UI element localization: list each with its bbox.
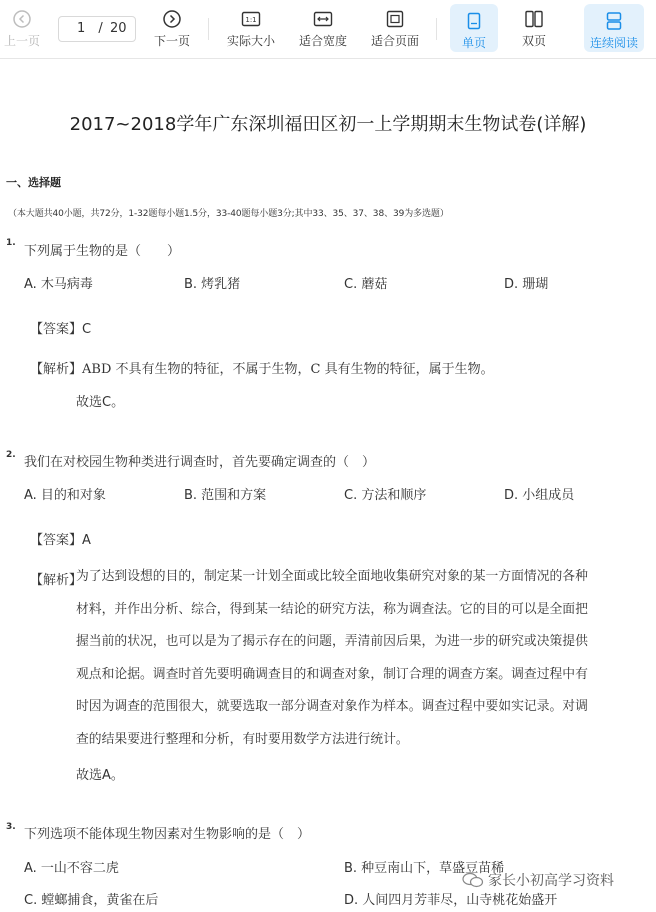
option-a: A. 木马病毒 (24, 277, 93, 292)
conclusion: 故选A。 (76, 768, 124, 783)
double-page-icon (523, 9, 545, 29)
section-note: （本大题共40小题，共72分，1-32题每小题1.5分，33-40题每小题3分;其中33、35、37、38、39为多选题） (8, 209, 449, 219)
conclusion: 故选C。 (76, 395, 125, 410)
double-page-button[interactable] (512, 2, 556, 52)
fit-width-label: 适合宽度 (298, 34, 347, 48)
fit-width-button[interactable] (296, 2, 350, 52)
fit-page-icon (384, 9, 406, 29)
analysis-text: ABD 不具有生物的特征，不属于生物，C 具有生物的特征，属于生物。 (82, 362, 494, 377)
single-page-label: 单页 (461, 36, 486, 50)
single-page-icon (463, 11, 485, 31)
analysis-label: 【解析】 (30, 362, 83, 377)
question-text: 下列属于生物的是（ ） (24, 244, 181, 259)
answer-value: C (82, 322, 92, 337)
question-text: 下列选项不能体现生物因素对生物影响的是（ ） (24, 827, 311, 842)
analysis-line: 握当前的状况，也可以是为了揭示存在的问题，弄清前因后果，为进一步的研究或决策提供 (76, 634, 588, 650)
fit-page-label: 适合页面 (370, 34, 419, 48)
question-text: 我们在对校园生物种类进行调查时，首先要确定调查的（ ） (24, 455, 376, 470)
actual-size-label: 实际大小 (226, 34, 275, 48)
page-separator: / (98, 21, 103, 36)
next-page-button[interactable] (150, 2, 194, 52)
analysis-line: 为了达到设想的目的，制定某一计划全面或比较全面地收集研究对象的某一方面情况的各种 (76, 569, 588, 584)
analysis-line: 材料，并作出分析、综合，得到某一结论的研究方法，称为调查法。它的目的可以是全面把 (76, 601, 588, 617)
actual-size-button[interactable] (224, 2, 278, 52)
analysis-line: 时因为调查的范围很大，就要选取一部分调查对象作为样本。调查过程中要如实记录。对调 (76, 699, 588, 715)
chevron-right-circle-icon (161, 9, 183, 29)
option-a: A. 一山不容二虎 (24, 861, 119, 876)
question-number: 1. (6, 238, 16, 248)
fit-width-icon (312, 9, 334, 29)
toolbar-divider (436, 18, 437, 40)
actual-size-glyph: 1:1 (245, 16, 257, 24)
option-a: A. 目的和对象 (24, 488, 106, 503)
toolbar-divider (208, 18, 209, 40)
analysis-paragraph (76, 561, 650, 757)
page-number-box[interactable] (58, 16, 136, 42)
option-d: D. 人间四月芳菲尽，山寺桃花始盛开 (344, 893, 558, 908)
option-b: B. 烤乳猪 (184, 277, 241, 292)
answer-value: A (82, 533, 91, 548)
answer (30, 529, 91, 548)
watermark-text: 家长小初高学习资料 (488, 873, 614, 889)
option-c: C. 螳螂捕食，黄雀在后 (24, 893, 159, 908)
prev-page-label: 上一页 (3, 34, 40, 48)
fit-page-button[interactable] (368, 2, 422, 52)
question-number: 3. (6, 822, 16, 832)
analysis-line: 查的结果要进行整理和分析，有时要用数学方法进行统计。 (76, 731, 409, 747)
analysis-line: 观点和论据。调查时首先要明确调查目的和调查对象，制订合理的调查方案。调查过程中有 (76, 666, 588, 682)
current-page-input[interactable]: 1 (77, 21, 86, 36)
double-page-label: 双页 (521, 34, 546, 48)
viewer-toolbar (0, 0, 656, 59)
option-b: B. 种豆南山下，草盛豆苗稀 (344, 861, 505, 876)
continuous-reading-icon (603, 11, 625, 31)
single-page-button[interactable] (450, 4, 498, 52)
answer-label: 【答案】 (30, 533, 83, 548)
answer-label: 【答案】 (30, 322, 83, 337)
option-b: B. 范围和方案 (184, 488, 267, 503)
continuous-reading-button[interactable] (584, 4, 644, 52)
chevron-left-circle-icon (11, 9, 33, 29)
option-c: C. 蘑菇 (344, 277, 388, 292)
total-pages: 20 (109, 21, 127, 36)
analysis (30, 358, 494, 377)
answer (30, 318, 91, 337)
actual-size-icon (240, 9, 262, 29)
continuous-reading-label: 连续阅读 (589, 36, 638, 50)
document-title: 2017~2018学年广东深圳福田区初一上学期期末生物试卷(详解) (69, 114, 587, 135)
question-number: 2. (6, 450, 16, 460)
option-d: D. 珊瑚 (504, 277, 549, 292)
analysis-label: 【解析】 (30, 573, 83, 588)
next-page-label: 下一页 (153, 34, 190, 48)
wechat-icon (462, 872, 484, 888)
prev-page-button[interactable] (2, 2, 42, 52)
option-c: C. 方法和顺序 (344, 488, 427, 503)
section-title: 一、选择题 (6, 176, 61, 189)
option-d: D. 小组成员 (504, 488, 575, 503)
